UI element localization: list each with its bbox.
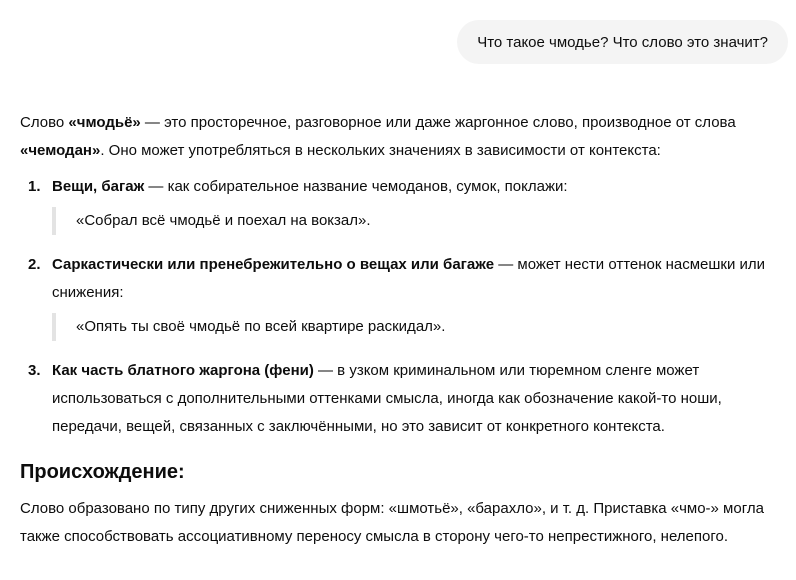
meanings-list (20, 173, 788, 441)
user-message-bubble (457, 20, 788, 64)
intro-text-3: . Оно может употребляться в нескольких значениях в зависимости от контекста: (100, 142, 661, 159)
meaning-item-2 (20, 251, 788, 341)
intro-text-1: Слово (20, 114, 69, 131)
meaning-description: — как собирательное название чемоданов, сумок, поклажи: (144, 178, 568, 195)
meaning-item-3 (20, 357, 788, 441)
meaning-description: — может нести оттенок насмешки или снижения: (52, 256, 766, 301)
meaning-title: Вещи, багаж (52, 178, 145, 195)
meaning-number: 1. (28, 178, 41, 195)
meaning-text (52, 251, 788, 307)
meaning-description: — в узком криминальном или тюремном сленге может использоваться с дополнительными оттенками смысла, иногда как обозначение какой-то ноши, передачи, вещей, связанных с заключёнными, но это зависит от конкретного контекста. (52, 362, 722, 435)
intro-origin-word: «чемодан» (20, 142, 101, 159)
meaning-number: 2. (28, 256, 41, 273)
meaning-title: Как часть блатного жаргона (фени) (52, 362, 314, 379)
user-message-text: Что такое чмодье? Что слово это значит? (477, 33, 768, 51)
meaning-number: 3. (28, 362, 41, 379)
meaning-example-quote: «Опять ты своё чмодьё по всей квартире раскидал». (52, 313, 788, 341)
meaning-text (52, 357, 788, 441)
intro-text-2: — это просторечное, разговорное или даже жаргонное слово, производное от слова (140, 114, 736, 131)
assistant-response (20, 109, 788, 551)
origin-heading: Происхождение: (20, 461, 185, 483)
intro-paragraph (20, 109, 788, 165)
meaning-item-1 (20, 173, 788, 235)
origin-paragraph: Слово образовано по типу других сниженных форм: «шмотьё», «барахло», и т. д. Приставка «чмо-» могла также способствовать ассоциативному переносу смысла в сторону чего-то непрестижного, нелепого. (20, 500, 764, 545)
meaning-text (52, 173, 788, 201)
intro-word: «чмодьё» (68, 114, 141, 131)
meaning-title: Саркастически или пренебрежительно о вещах или багаже (52, 256, 495, 273)
meaning-example-quote: «Собрал всё чмодьё и поехал на вокзал». (52, 207, 788, 235)
